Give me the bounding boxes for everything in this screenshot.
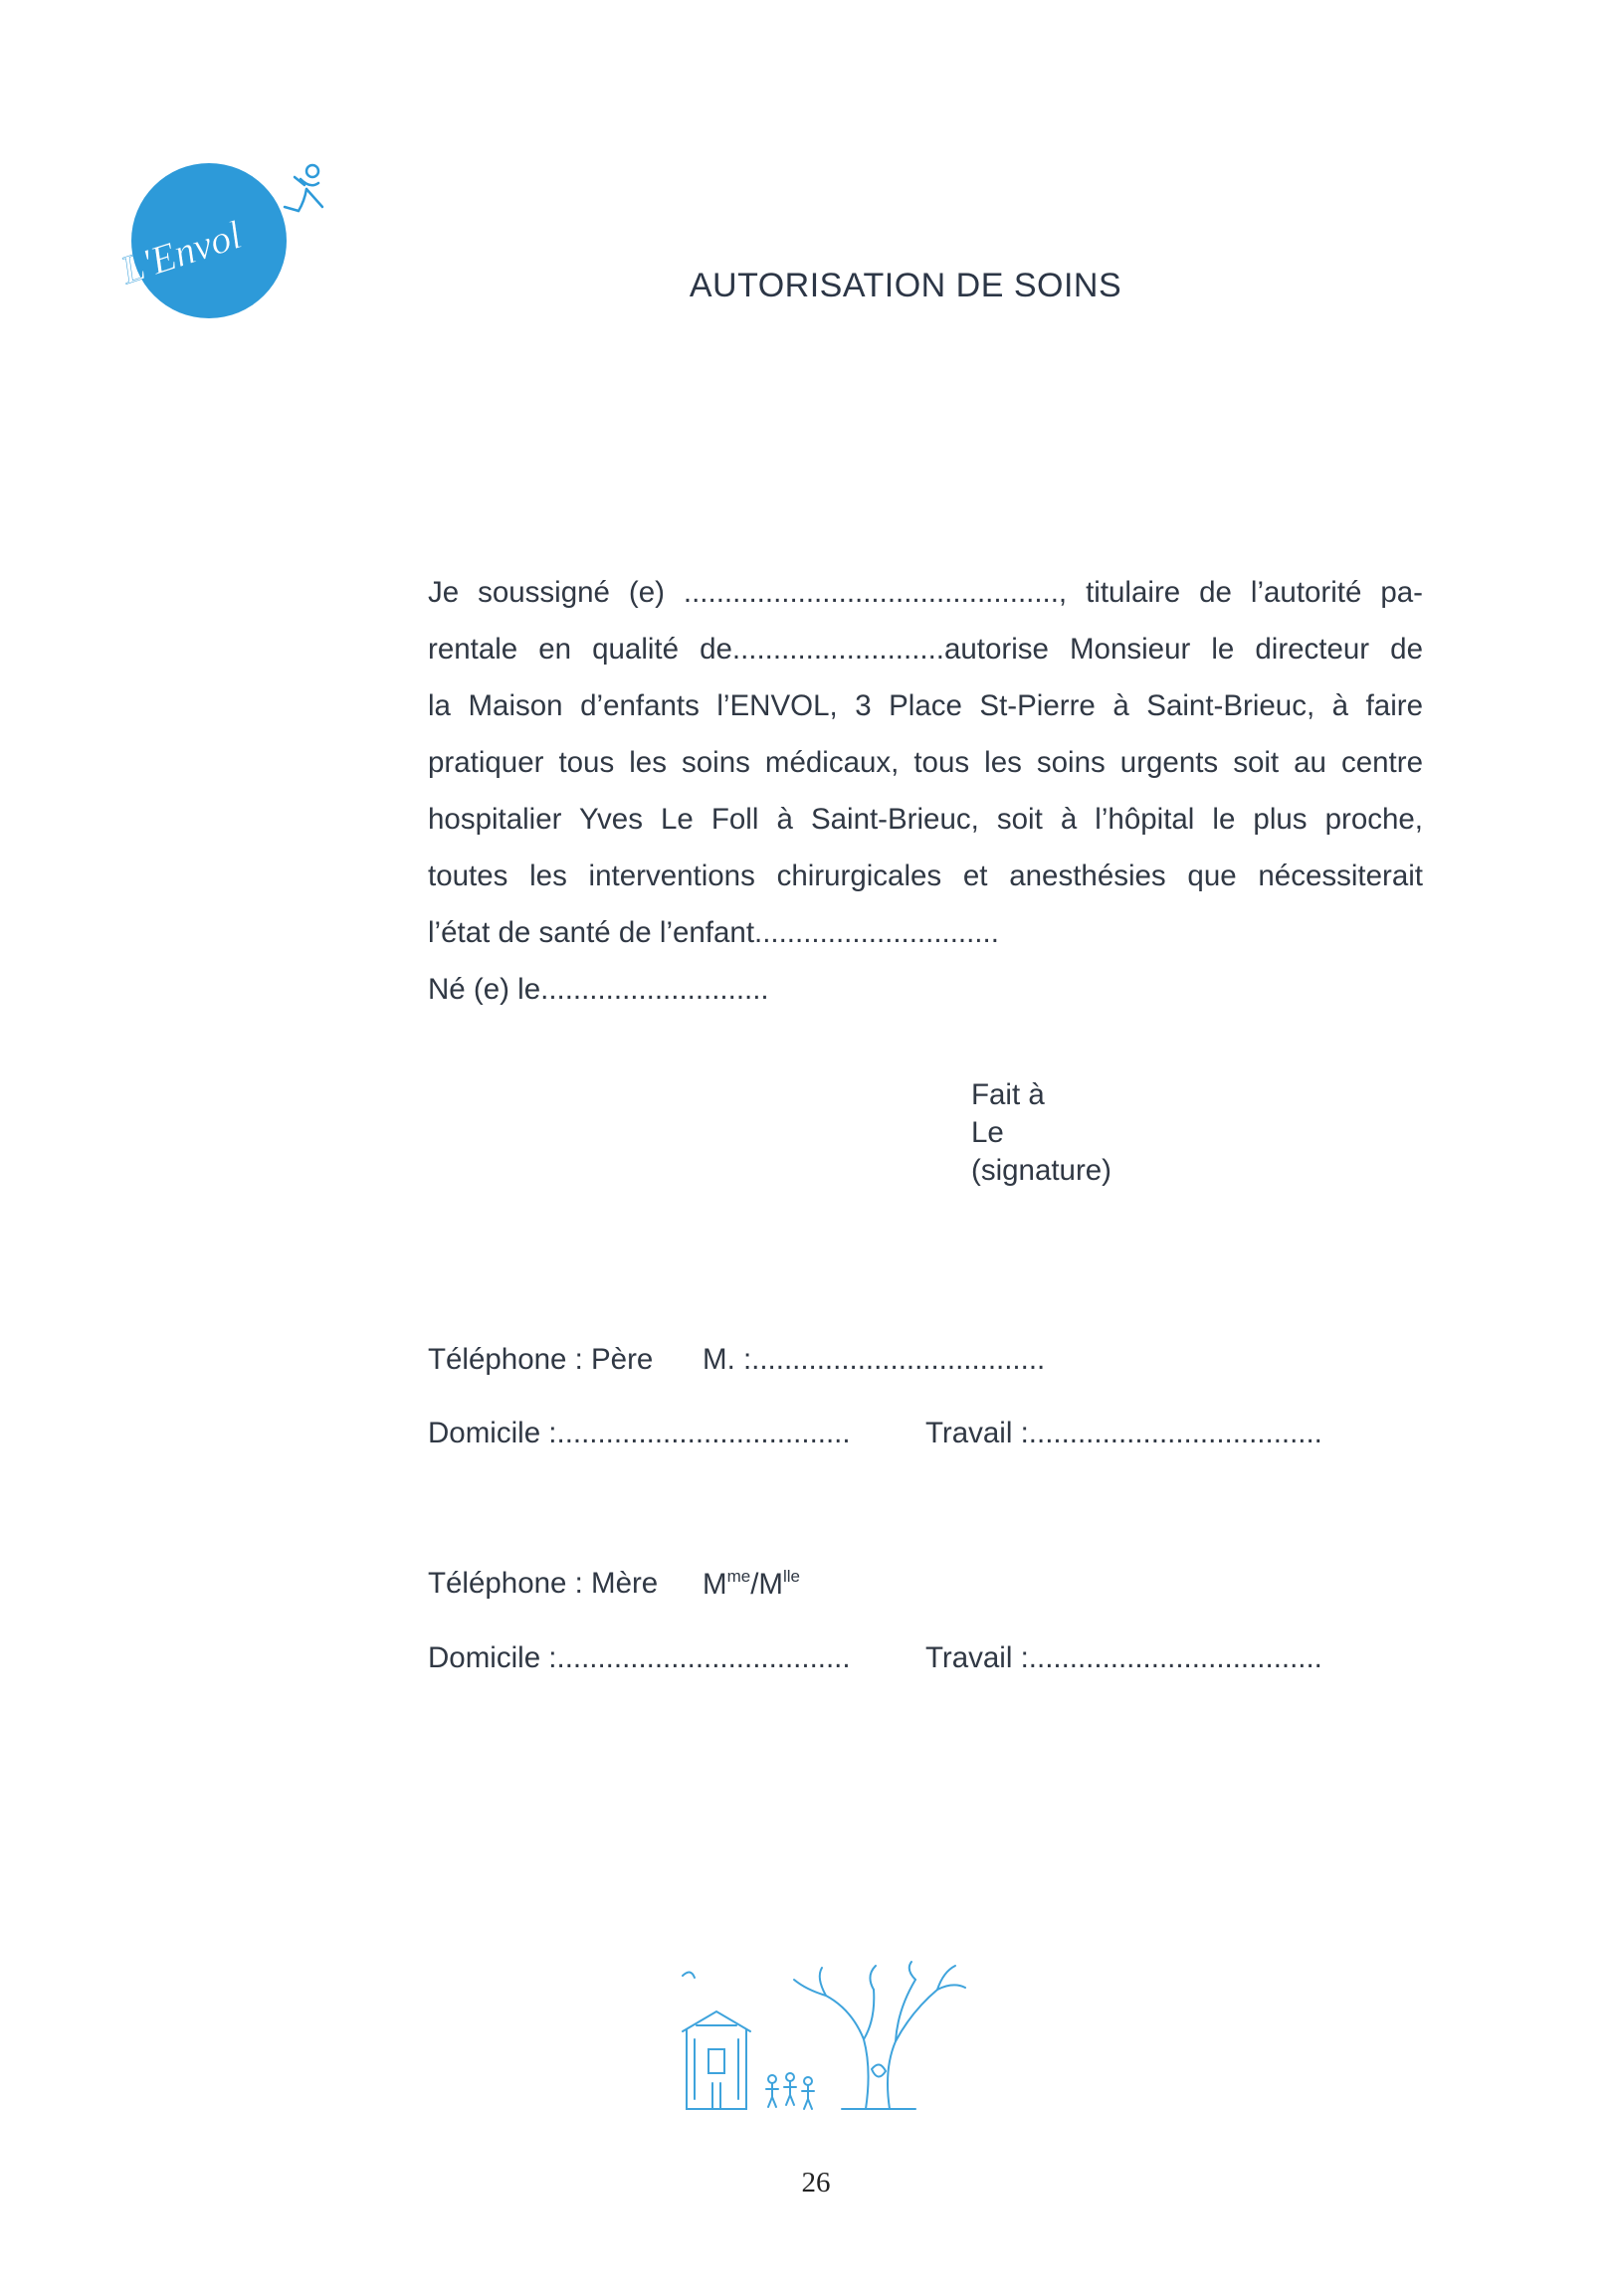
date-label: Le xyxy=(971,1116,1004,1149)
mother-work-phone: Travail :.................................... xyxy=(925,1641,1322,1674)
birth-date-line: Né (e) le............................ xyxy=(428,973,769,1006)
paragraph-line: hospitalier Yves Le Foll à Saint-Brieuc, soit à l’hôpital le plus proche, xyxy=(428,803,1423,836)
authorization-paragraph xyxy=(428,564,1423,1018)
fait-a-label: Fait à xyxy=(971,1078,1045,1111)
signature-label: (signature) xyxy=(971,1154,1112,1187)
paragraph-line: l’état de santé de l’enfant.............................. xyxy=(428,916,999,949)
mother-home-phone: Domicile :.................................... xyxy=(428,1641,851,1674)
mother-name-field: $M^{me}/M^{lle}$ xyxy=(703,1567,800,1601)
mother-phone-label: Téléphone : Mère xyxy=(428,1567,659,1600)
paragraph-line: pratiquer tous les soins médicaux, tous les soins urgents soit au centre xyxy=(428,746,1423,779)
father-name-field: M. :.................................... xyxy=(703,1343,1046,1376)
father-home-phone: Domicile :.................................... xyxy=(428,1417,851,1449)
svg-text:L'Envol: L'Envol xyxy=(115,211,248,293)
signature-block xyxy=(971,1076,1111,1190)
paragraph-line: rentale en qualité de..........................autorise Monsieur le directeur de xyxy=(428,633,1423,666)
paragraph-line: toutes les interventions chirurgicales et anesthésies que nécessiterait xyxy=(428,860,1423,892)
page-title: AUTORISATION DE SOINS xyxy=(689,267,1122,304)
house-tree-drawing xyxy=(677,1960,975,2129)
page-number: 26 xyxy=(801,2167,831,2199)
father-work-phone: Travail :.................................... xyxy=(925,1417,1322,1449)
paragraph-line: Je soussigné (e) .............................................., titulaire de l’autorité pa- xyxy=(428,576,1423,609)
paragraph-line: la Maison d’enfants l’ENVOL, 3 Place St-Pierre à Saint-Brieuc, à faire xyxy=(428,689,1423,722)
father-phone-label: Téléphone : Père xyxy=(428,1343,654,1376)
